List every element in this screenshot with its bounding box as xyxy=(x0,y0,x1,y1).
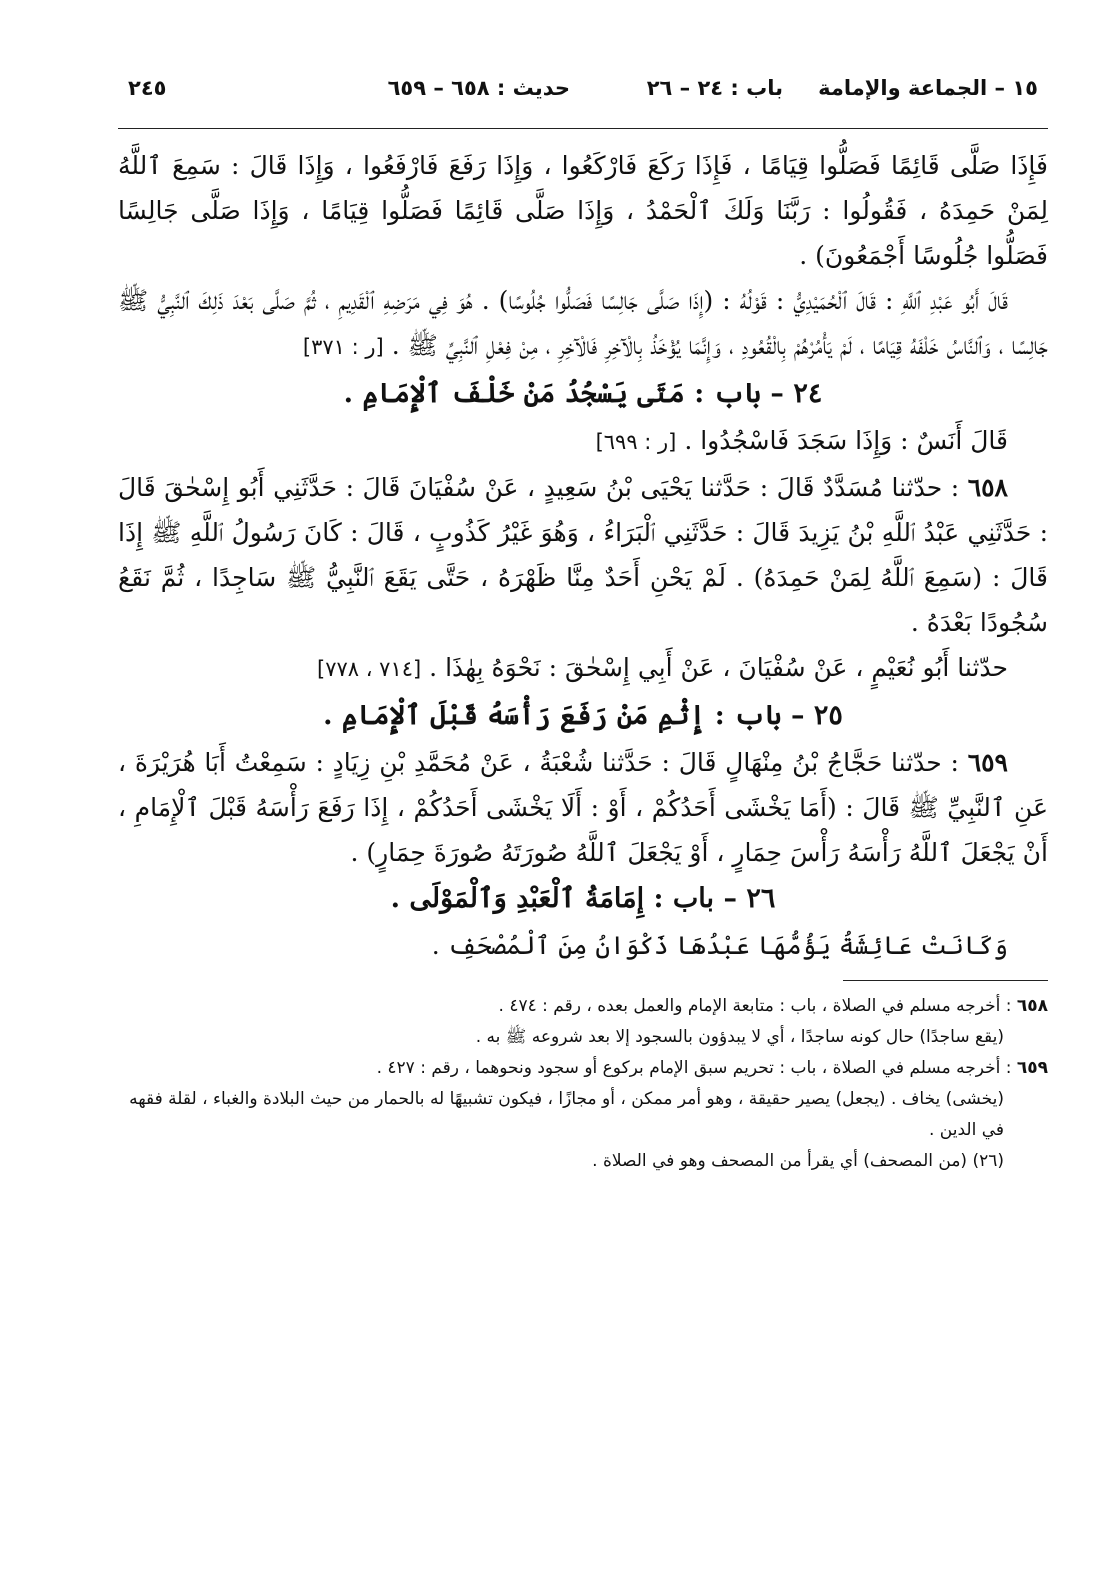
hadith: ٦٥٩ : حدّثنا حَجَّاجُ بْنُ مِنْهَالٍ قَالَ : حَدَّثنا شُعْبَةُ ، عَنْ مُحَمَّدِ بْنِ زِيَادٍ : سَمِعْتُ أَبَا هُرَيْرَةَ ، عَنِ ٱلنَّبِيِّ ﷺ قَالَ : (أَمَا يَخْشَى أَحَدُكُمْ ، أَوْ : أَلَا يَخْشَى أَحَدُكُمْ ، إِذَا رَفَعَ رَأْسَهُ قَبْلَ ٱلْإِمَامِ ، أَنْ يَجْعَلَ ٱللَّهُ رَأْسَهُ رَأْسَ حِمَارٍ ، أَوْ يَجْعَلَ ٱللَّهُ صُورَتَهُ صُورَةَ حِمَارٍ) . xyxy=(118,748,1048,867)
paragraph-text: قَالَ أَبُو عَبْدِ ٱللَّهِ : قَالَ ٱلْحُمَيْدِيُّ : قَوْلُهُ : (إِذَا صَلَّى جَالِسًا فَصَلُّوا جُلُوسًا) . هُوَ فِي مَرَضِهِ ٱلْقَدِيمِ ، ثُمَّ صَلَّى بَعْدَ ذَلِكَ ٱلنَّبِيُّ ﷺ جَالِسًا ، وَٱلنَّاسُ خَلْفَهُ قِيَامًا ، لَمْ يَأْمُرْهُمْ بِالْقُعُودِ ، وَإِنَّمَا يُؤْخَذُ بِالْآخِرِ فَالْآخِرِ ، مِنْ فِعْلِ ٱلنَّبِيِّ ﷺ . xyxy=(118,286,1048,360)
bab-range: باب : ٢٤ – ٢٦ xyxy=(646,76,783,100)
paragraph: وَكَانَتْ عَائِشَةُ يَؤُمُّهَا عَبْدُهَا ذَكْوَانُ مِنَ ٱلْمُصْحَفِ . xyxy=(431,931,1008,960)
cross-reference: [٧١٤ ، ٧٧٨] xyxy=(316,657,422,681)
paragraph xyxy=(118,278,1048,370)
footnote-number: ٦٥٩ xyxy=(1016,1058,1048,1078)
page-number: ٢٤٥ xyxy=(128,76,167,100)
chapter-heading: ٢٥ – باب : إِثْمِ مَنْ رَفَعَ رَأْسَهُ قَبْلَ ٱلْإِمَامِ . xyxy=(323,700,843,731)
header-rule xyxy=(118,128,1048,129)
footnote-text: : أخرجه مسلم في الصلاة ، باب : تحريم سبق الإمام بركوع أو سجود ونحوهما ، رقم : ٤٢٧ . xyxy=(376,1058,1012,1078)
footnote: (يقع ساجدًا) حال كونه ساجدًا ، أي لا يبدؤون بالسجود إلا بعد شروعه ﷺ به . xyxy=(475,1027,1004,1047)
chapter-title: ١٥ – الجماعة والإمامة xyxy=(818,76,1038,100)
hadith-number: ٦٥٨ xyxy=(967,473,1008,502)
chapter-heading: ٢٦ – باب : إِمَامَةُ ٱلْعَبْدِ وَٱلْمَوْلَى . xyxy=(390,883,776,914)
hadith-range: حديث : ٦٥٨ – ٦٥٩ xyxy=(387,76,570,100)
hadith-text: حدّثنا مُسَدَّدٌ قَالَ : حَدَّثنا يَحْيَى بْنُ سَعِيدٍ ، عَنْ سُفْيَانَ قَالَ : حَدَّثَنِي أَبُو إِسْحٰقَ قَالَ : حَدَّثَنِي عَبْدُ ٱللَّهِ بْنُ يَزِيدَ قَالَ : حَدَّثَنِي ٱلْبَرَاءُ ، وَهُوَ غَيْرُ كَذُوبٍ ، قَالَ : كَانَ رَسُولُ ٱللَّهِ ﷺ إِذَا قَالَ : (سَمِعَ ٱللَّهُ لِمَنْ حَمِدَهُ) . لَمْ يَحْنِ أَحَدٌ مِنَّا ظَهْرَهُ ، حَتَّى يَقَعَ ٱلنَّبِيُّ ﷺ سَاجِدًا ، ثُمَّ نَقَعُ سُجُودًا بَعْدَهُ . xyxy=(118,473,1048,637)
cross-reference: [ر : ٦٩٩] xyxy=(595,430,677,454)
paragraph: فَإِذَا صَلَّى قَائِمًا فَصَلُّوا قِيَامًا ، فَإِذَا رَكَعَ فَارْكَعُوا ، وَإِذَا رَفَعَ فَارْفَعُوا ، وَإِذَا قَالَ : سَمِعَ ٱللَّهُ لِمَنْ حَمِدَهُ ، فَقُولُوا : رَبَّنَا وَلَكَ ٱلْحَمْدُ ، وَإِذَا صَلَّى قَائِمًا فَصَلُّوا قِيَامًا ، وَإِذَا صَلَّى جَالِسًا فَصَلُّوا جُلُوسًا أَجْمَعُونَ) . xyxy=(118,151,1048,270)
footnote: (٢٦) (من المصحف) أي يقرأ من المصحف وهو في الصلاة . xyxy=(592,1151,1004,1171)
paragraph xyxy=(118,645,1048,692)
paragraph xyxy=(118,418,1048,465)
hadith: ٦٥٨ : حدّثنا مُسَدَّدٌ قَالَ : حَدَّثنا يَحْيَى بْنُ سَعِيدٍ ، عَنْ سُفْيَانَ قَالَ : حَدَّثَنِي أَبُو إِسْحٰقَ قَالَ : حَدَّثَنِي عَبْدُ ٱللَّهِ بْنُ يَزِيدَ قَالَ : حَدَّثَنِي ٱلْبَرَاءُ ، وَهُوَ غَيْرُ كَذُوبٍ ، قَالَ : كَانَ رَسُولُ ٱللَّهِ ﷺ إِذَا قَالَ : (سَمِعَ ٱللَّهُ لِمَنْ حَمِدَهُ) . لَمْ يَحْنِ أَحَدٌ مِنَّا ظَهْرَهُ ، حَتَّى يَقَعَ ٱلنَّبِيُّ ﷺ سَاجِدًا ، ثُمَّ نَقَعُ سُجُودًا بَعْدَهُ . xyxy=(118,473,1048,637)
footnote xyxy=(118,1053,1048,1084)
paragraph-text: حدّثنا أَبُو نُعَيْمٍ ، عَنْ سُفْيَانَ ، عَنْ أَبِي إِسْحٰقَ : نَحْوَهُ بِهٰذَا . xyxy=(429,653,1008,682)
cross-reference: [ر : ٣٧١] xyxy=(302,335,384,359)
hadith-number: ٦٥٩ xyxy=(967,748,1008,777)
footnote-rule xyxy=(843,980,1048,981)
main-text xyxy=(118,143,1048,968)
chapter-heading: ٢٤ – باب : مَتَى يَسْجُدُ مَنْ خَلْفَ ٱلْإِمَامِ . xyxy=(343,378,823,409)
footnotes xyxy=(118,991,1048,1177)
page-content xyxy=(118,70,1048,1177)
paragraph-text: قَالَ أَنَسٌ : وَإِذَا سَجَدَ فَاسْجُدُوا . xyxy=(684,426,1008,455)
footnote-text: : أخرجه مسلم في الصلاة ، باب : متابعة الإمام والعمل بعده ، رقم : ٤٧٤ . xyxy=(498,996,1012,1016)
footnote: (يخشى) يخاف . (يجعل) يصير حقيقة ، وهو أمر ممكن ، أو مجازًا ، فيكون تشبيهًا له بالحمار من حيث البلادة والغباء ، لقلة فقهه في الدين . xyxy=(129,1089,1004,1140)
hadith-text: حدّثنا حَجَّاجُ بْنُ مِنْهَالٍ قَالَ : حَدَّثنا شُعْبَةُ ، عَنْ مُحَمَّدِ بْنِ زِيَادٍ : سَمِعْتُ أَبَا هُرَيْرَةَ ، عَنِ ٱلنَّبِيِّ ﷺ قَالَ : (أَمَا يَخْشَى أَحَدُكُمْ ، أَوْ : أَلَا يَخْشَى أَحَدُكُمْ ، إِذَا رَفَعَ رَأْسَهُ قَبْلَ ٱلْإِمَامِ ، أَنْ يَجْعَلَ ٱللَّهُ رَأْسَهُ رَأْسَ حِمَارٍ ، أَوْ يَجْعَلَ ٱللَّهُ صُورَتَهُ صُورَةَ حِمَارٍ) . xyxy=(118,748,1048,867)
running-header xyxy=(118,70,1048,110)
footnote xyxy=(118,991,1048,1022)
footnote-number: ٦٥٨ xyxy=(1016,996,1048,1016)
